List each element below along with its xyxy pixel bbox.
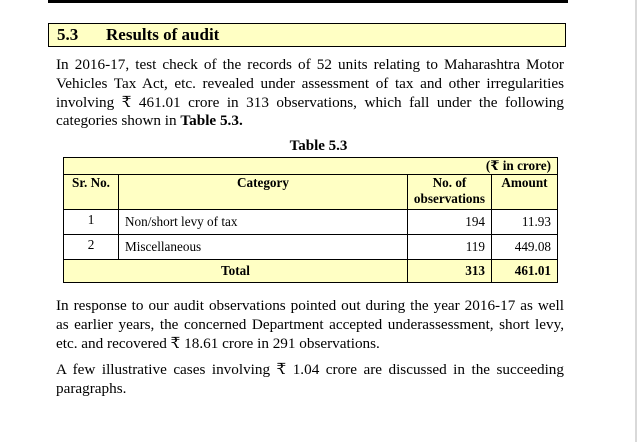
top-rule [48,0,568,3]
closing-paragraph: A few illustrative cases involving ₹ 1.04 crore are discussed in the succeeding paragraphs. [56,361,564,397]
row-sr-no: 2 [64,235,119,260]
header-category: Category [119,175,408,210]
header-sr-no: Sr. No. [64,175,119,210]
table-header-row [64,175,558,210]
row-category: Miscellaneous [119,235,408,260]
table-caption: Table 5.3 [289,138,348,154]
unit-row [64,158,558,175]
total-amount: 461.01 [492,260,558,283]
table-row [64,210,558,235]
row-observations: 119 [407,235,491,260]
section-number: 5.3 [57,25,79,44]
row-sr-no: 1 [64,210,119,235]
response-paragraph: In response to our audit observations pointed out during the year 2016-17 as well as earlier years, the concerned Department accepted underassessment, short levy, etc. and recovered ₹ 18.61 crore in 291 observations. [56,297,564,352]
unit-note: (₹ in crore) [64,158,558,175]
row-amount: 11.93 [492,210,558,235]
row-observations: 194 [407,210,491,235]
intro-paragraph [56,56,564,131]
row-amount: 449.08 [492,235,558,260]
audit-results-table [63,157,558,283]
table-row [64,235,558,260]
total-row [64,260,558,283]
section-title: Results of audit [106,25,220,44]
section-heading [48,23,566,47]
total-observations: 313 [407,260,491,283]
row-category: Non/short levy of tax [119,210,408,235]
header-amount: Amount [492,175,558,210]
intro-text-end: . [238,112,243,130]
total-label: Total [64,260,408,283]
header-observations: No. of observations [407,175,491,210]
table-reference: Table 5.3 [180,112,239,130]
intro-text: In 2016-17, test check of the records of 52 units relating to Maharashtra Motor Vehicles Tax Act, etc. revealed under assessment of tax and other irregularities involving ₹ 461.01 crore in 313 observations, which fall under the following categories shown in [56,56,564,130]
top-rule-tick [404,0,410,3]
